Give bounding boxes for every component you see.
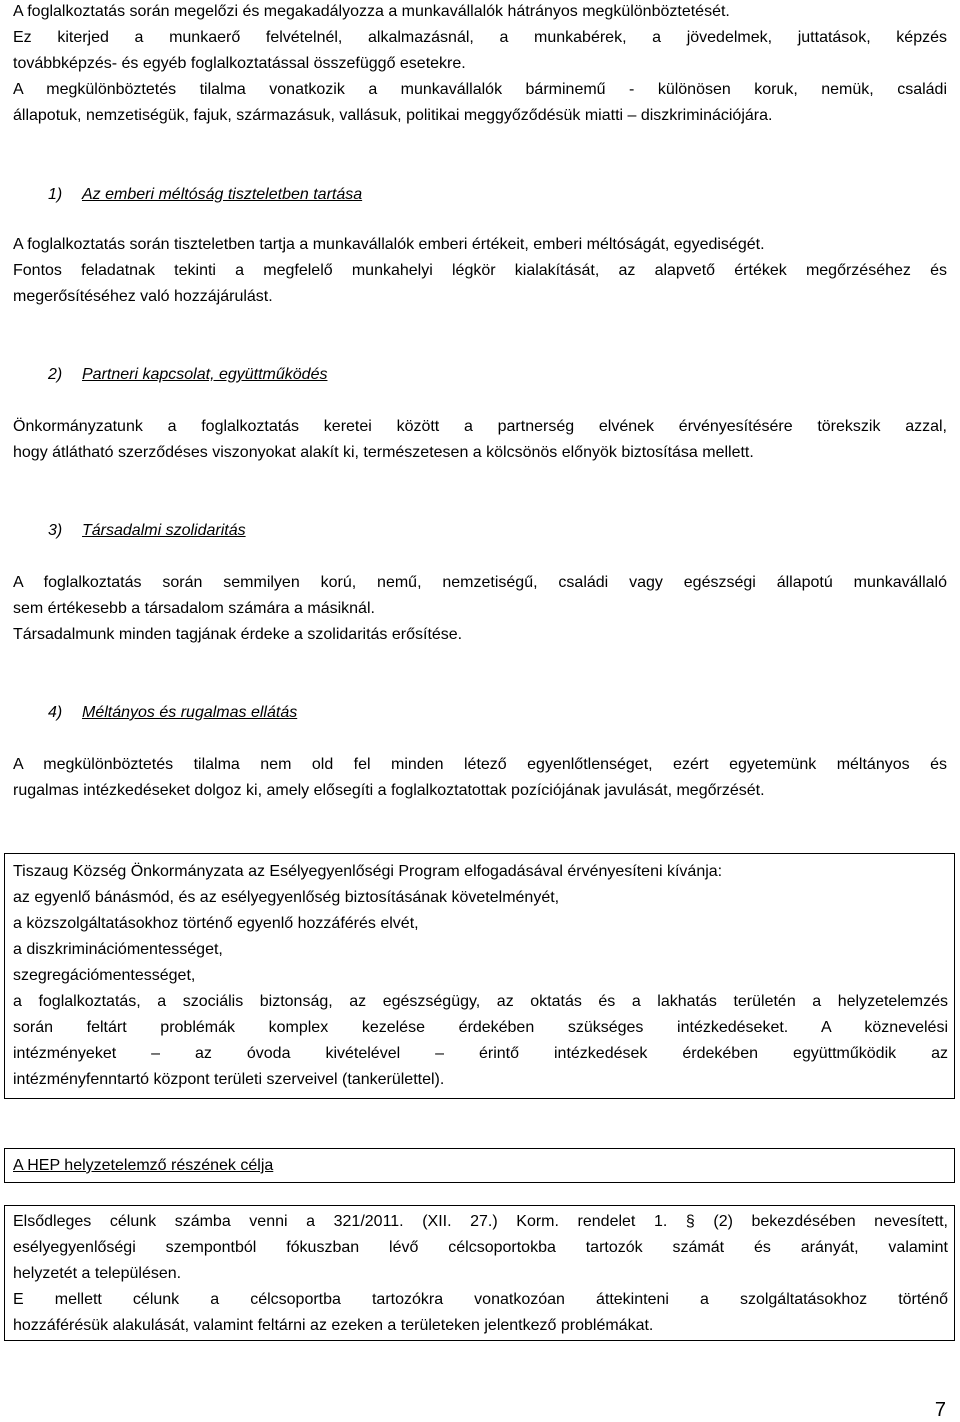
section-number: 1) <box>48 186 63 203</box>
section-line: rugalmas intézkedéseket dolgoz ki, amely elősegíti a foglalkoztatottak pozíciójának javulását, megőrzését. <box>13 782 765 799</box>
intro-line: állapotuk, nemzetiségük, fajuk, származásuk, vallásuk, politikai meggyőződésük miatti – diszkriminációjára. <box>13 107 773 124</box>
goals-box-text <box>13 1209 948 1339</box>
section-line: hogy átlátható szerződéses viszonyokat alakít ki, természetesen a kölcsönös előnyök biztosítása mellett. <box>13 444 754 461</box>
section-title: Partneri kapcsolat, együttműködés <box>82 366 328 383</box>
hep-title: A HEP helyzetelemző részének célja <box>13 1157 274 1174</box>
goals-box <box>4 1205 955 1341</box>
section-number: 3) <box>48 522 63 539</box>
section-title: Az emberi méltóság tiszteletben tartása <box>82 186 363 203</box>
section-line: Társadalmunk minden tagjának érdeke a szolidaritás erősítése. <box>13 626 463 643</box>
section-4-heading <box>48 700 297 726</box>
section-1-heading <box>48 182 362 208</box>
section-number: 2) <box>48 366 63 383</box>
box-line: E mellett célunk a célcsoportba tartozókra vonatkozóan áttekinteni a szolgáltatásokhoz történő <box>13 1291 948 1308</box>
intro-line: A foglalkoztatás során megelőzi és megakadályozza a munkavállalók hátrányos megkülönböztetését. <box>13 3 730 20</box>
section-1-paragraph <box>13 232 947 310</box>
box-line: hozzáférésük alakulását, valamint feltárni az ezeken a területeken jelentkező problémákat. <box>13 1317 654 1334</box>
section-4-paragraph <box>13 752 947 804</box>
box-line: Tiszaug Község Önkormányzata az Esélyegyenlőségi Program elfogadásával érvényesíteni kívánja: <box>13 863 723 880</box>
section-2-paragraph <box>13 414 947 466</box>
section-number: 4) <box>48 704 63 721</box>
box-line: szegregációmentességet, <box>13 967 196 984</box>
box-line: helyzetét a településen. <box>13 1265 182 1282</box>
box-line: a diszkriminációmentességet, <box>13 941 223 958</box>
section-line: A foglalkoztatás során semmilyen korú, nemű, nemzetiségű, családi vagy egészségi állapotú munkavállaló <box>13 574 947 591</box>
box-line: a foglalkoztatás, a szociális biztonság, az egészségügy, az oktatás és a lakhatás területén a helyzetelemzés <box>13 993 948 1010</box>
box-line: esélyegyenlőségi szempontból fókuszban lévő célcsoportokba tartozók számát és arányát, valamint <box>13 1239 948 1256</box>
box-line: Elsődleges célunk számba venni a 321/2011. (XII. 27.) Korm. rendelet 1. § (2) bekezdésében nevesített, <box>13 1213 948 1230</box>
section-line: megerősítéséhez való hozzájárulást. <box>13 288 273 305</box>
box-line: intézményeket – az óvoda kivételével – érintő intézkedések érdekében együttműködik az <box>13 1045 948 1062</box>
section-3-paragraph <box>13 570 947 648</box>
intro-line: A megkülönböztetés tilalma vonatkozik a munkavállalók bárminemű - különösen koruk, nemük, családi <box>13 81 947 98</box>
principles-box-text <box>13 859 948 1093</box>
hep-title-text <box>13 1153 948 1179</box>
section-line: A foglalkoztatás során tiszteletben tartja a munkavállalók emberi értékeit, emberi méltóságát, egyediségét. <box>13 236 765 253</box>
section-title: Méltányos és rugalmas ellátás <box>82 704 298 721</box>
section-3-heading <box>48 518 246 544</box>
section-2-heading <box>48 362 327 388</box>
intro-paragraph <box>13 0 947 129</box>
section-line: Fontos feladatnak tekinti a megfelelő munkahelyi légkör kialakítását, az alapvető értékek megőrzéséhez és <box>13 262 947 279</box>
intro-line: Ez kiterjed a munkaerő felvételnél, alkalmazásnál, a munkabérek, a jövedelmek, juttatások, képzés <box>13 29 947 46</box>
intro-line: továbbképzés- és egyéb foglalkoztatással összefüggő esetekre. <box>13 55 466 72</box>
hep-title-box <box>4 1148 955 1183</box>
section-title: Társadalmi szolidaritás <box>82 522 246 539</box>
section-line: A megkülönböztetés tilalma nem old fel minden létező egyenlőtlenséget, ezért egyetemünk méltányos és <box>13 756 947 773</box>
box-line: intézményfenntartó központ területi szerveivel (tankerülettel). <box>13 1071 445 1088</box>
box-line: a közszolgáltatásokhoz történő egyenlő hozzáférés elvét, <box>13 915 419 932</box>
section-line: sem értékesebb a társadalom számára a másiknál. <box>13 600 375 617</box>
section-line: Önkormányzatunk a foglalkoztatás keretei között a partnerség elvének érvényesítésére törekszik azzal, <box>13 418 947 435</box>
box-line: során feltárt problémák komplex kezelése érdekében szükséges intézkedéseket. A köznevelési <box>13 1019 948 1036</box>
principles-box <box>4 853 955 1099</box>
page-number: 7 <box>934 1399 946 1421</box>
box-line: az egyenlő bánásmód, és az esélyegyenlőség biztosításának követelményét, <box>13 889 560 906</box>
